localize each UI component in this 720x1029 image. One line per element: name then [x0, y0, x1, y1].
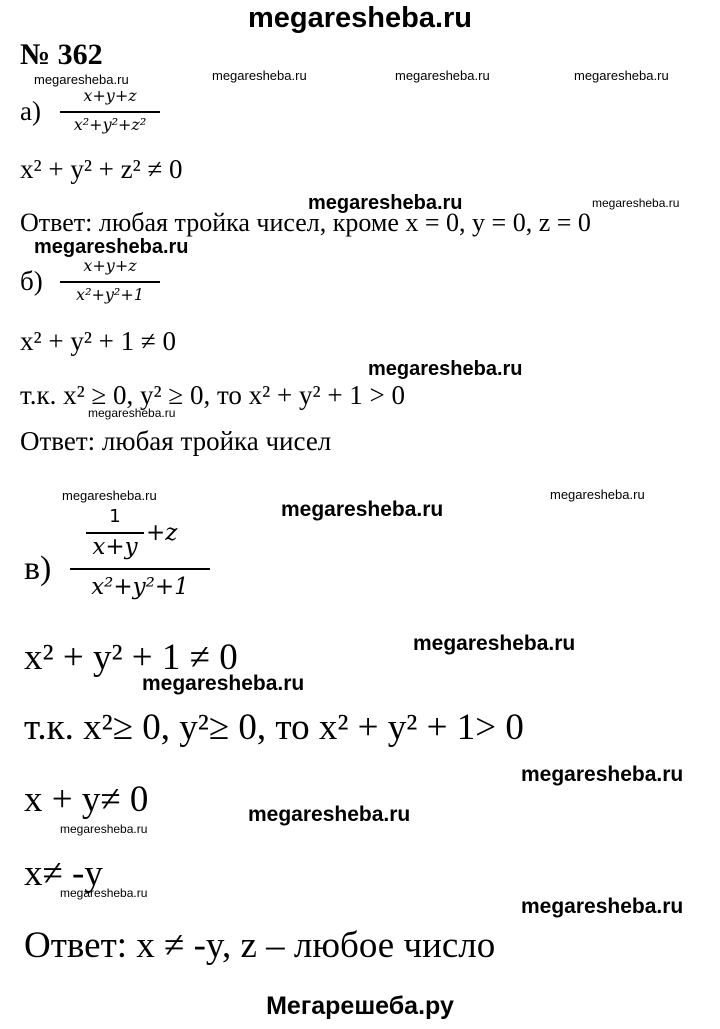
part-c-plus-z: +z: [146, 520, 178, 546]
watermark: megaresheba.ru: [395, 68, 490, 83]
watermark: megaresheba.ru: [308, 192, 463, 214]
fraction-bar: [60, 111, 160, 113]
problem-title: № 362: [20, 38, 103, 71]
watermark: megaresheba.ru: [574, 68, 669, 83]
watermark: megaresheba.ru: [368, 358, 523, 380]
watermark: megaresheba.ru: [34, 236, 189, 258]
watermark: megaresheba.ru: [34, 72, 129, 87]
part-c-numerator: [70, 506, 210, 560]
part-b-condition: x² + y² + 1 ≠ 0: [20, 326, 176, 356]
part-a-numerator: x+y+z: [83, 86, 137, 105]
part-c-step1: x + y≠ 0: [24, 779, 149, 820]
site-header: megaresheba.ru: [247, 2, 473, 34]
part-a-denominator: x²+y²+z²: [73, 115, 147, 134]
part-c-reasoning: т.к. x²≥ 0, y²≥ 0, то x² + y² + 1> 0: [24, 707, 524, 748]
watermark: megaresheba.ru: [550, 487, 645, 502]
part-c-inner-numerator: 1: [109, 506, 121, 527]
part-b-denominator: x²+y²+1: [76, 285, 144, 304]
part-b-label: б): [20, 266, 43, 296]
fraction-bar: [60, 281, 160, 283]
part-c-denominator: x²+y²+1: [91, 574, 189, 600]
watermark: megaresheba.ru: [62, 488, 157, 503]
watermark: megaresheba.ru: [212, 68, 307, 83]
site-footer: Мегарешеба.ру: [266, 992, 454, 1020]
part-a-condition: x² + y² + z² ≠ 0: [20, 154, 183, 184]
watermark: megaresheba.ru: [521, 763, 684, 786]
part-c-label: в): [24, 550, 52, 587]
watermark: megaresheba.ru: [413, 632, 576, 655]
watermark: megaresheba.ru: [60, 886, 148, 900]
part-b-fraction: [60, 256, 160, 312]
part-b-numerator: x+y+z: [83, 256, 137, 275]
part-a-answer: Ответ: любая тройка чисел, кроме x = 0, y = 0, z = 0: [20, 208, 591, 237]
watermark: megaresheba.ru: [88, 406, 176, 420]
watermark: megaresheba.ru: [248, 803, 411, 826]
part-c-answer: Ответ: x ≠ -y, z – любое число: [24, 925, 496, 966]
part-c-step2: x≠ -y: [24, 853, 103, 894]
part-c-inner-denominator: x+y: [92, 534, 138, 560]
watermark: megaresheba.ru: [592, 196, 680, 210]
watermark: megaresheba.ru: [142, 672, 305, 695]
watermark: megaresheba.ru: [521, 895, 684, 918]
watermark: megaresheba.ru: [60, 822, 148, 836]
part-a-fraction: [60, 86, 160, 142]
part-b-answer: Ответ: любая тройка чисел: [20, 426, 332, 456]
part-c-fraction: [70, 506, 210, 612]
part-c-condition: x² + y² + 1 ≠ 0: [24, 637, 238, 678]
part-b-reasoning: т.к. x² ≥ 0, y² ≥ 0, то x² + y² + 1 > 0: [20, 380, 406, 410]
fraction-bar: [70, 568, 210, 570]
watermark: megaresheba.ru: [281, 498, 444, 521]
part-a-label: а): [20, 96, 41, 126]
